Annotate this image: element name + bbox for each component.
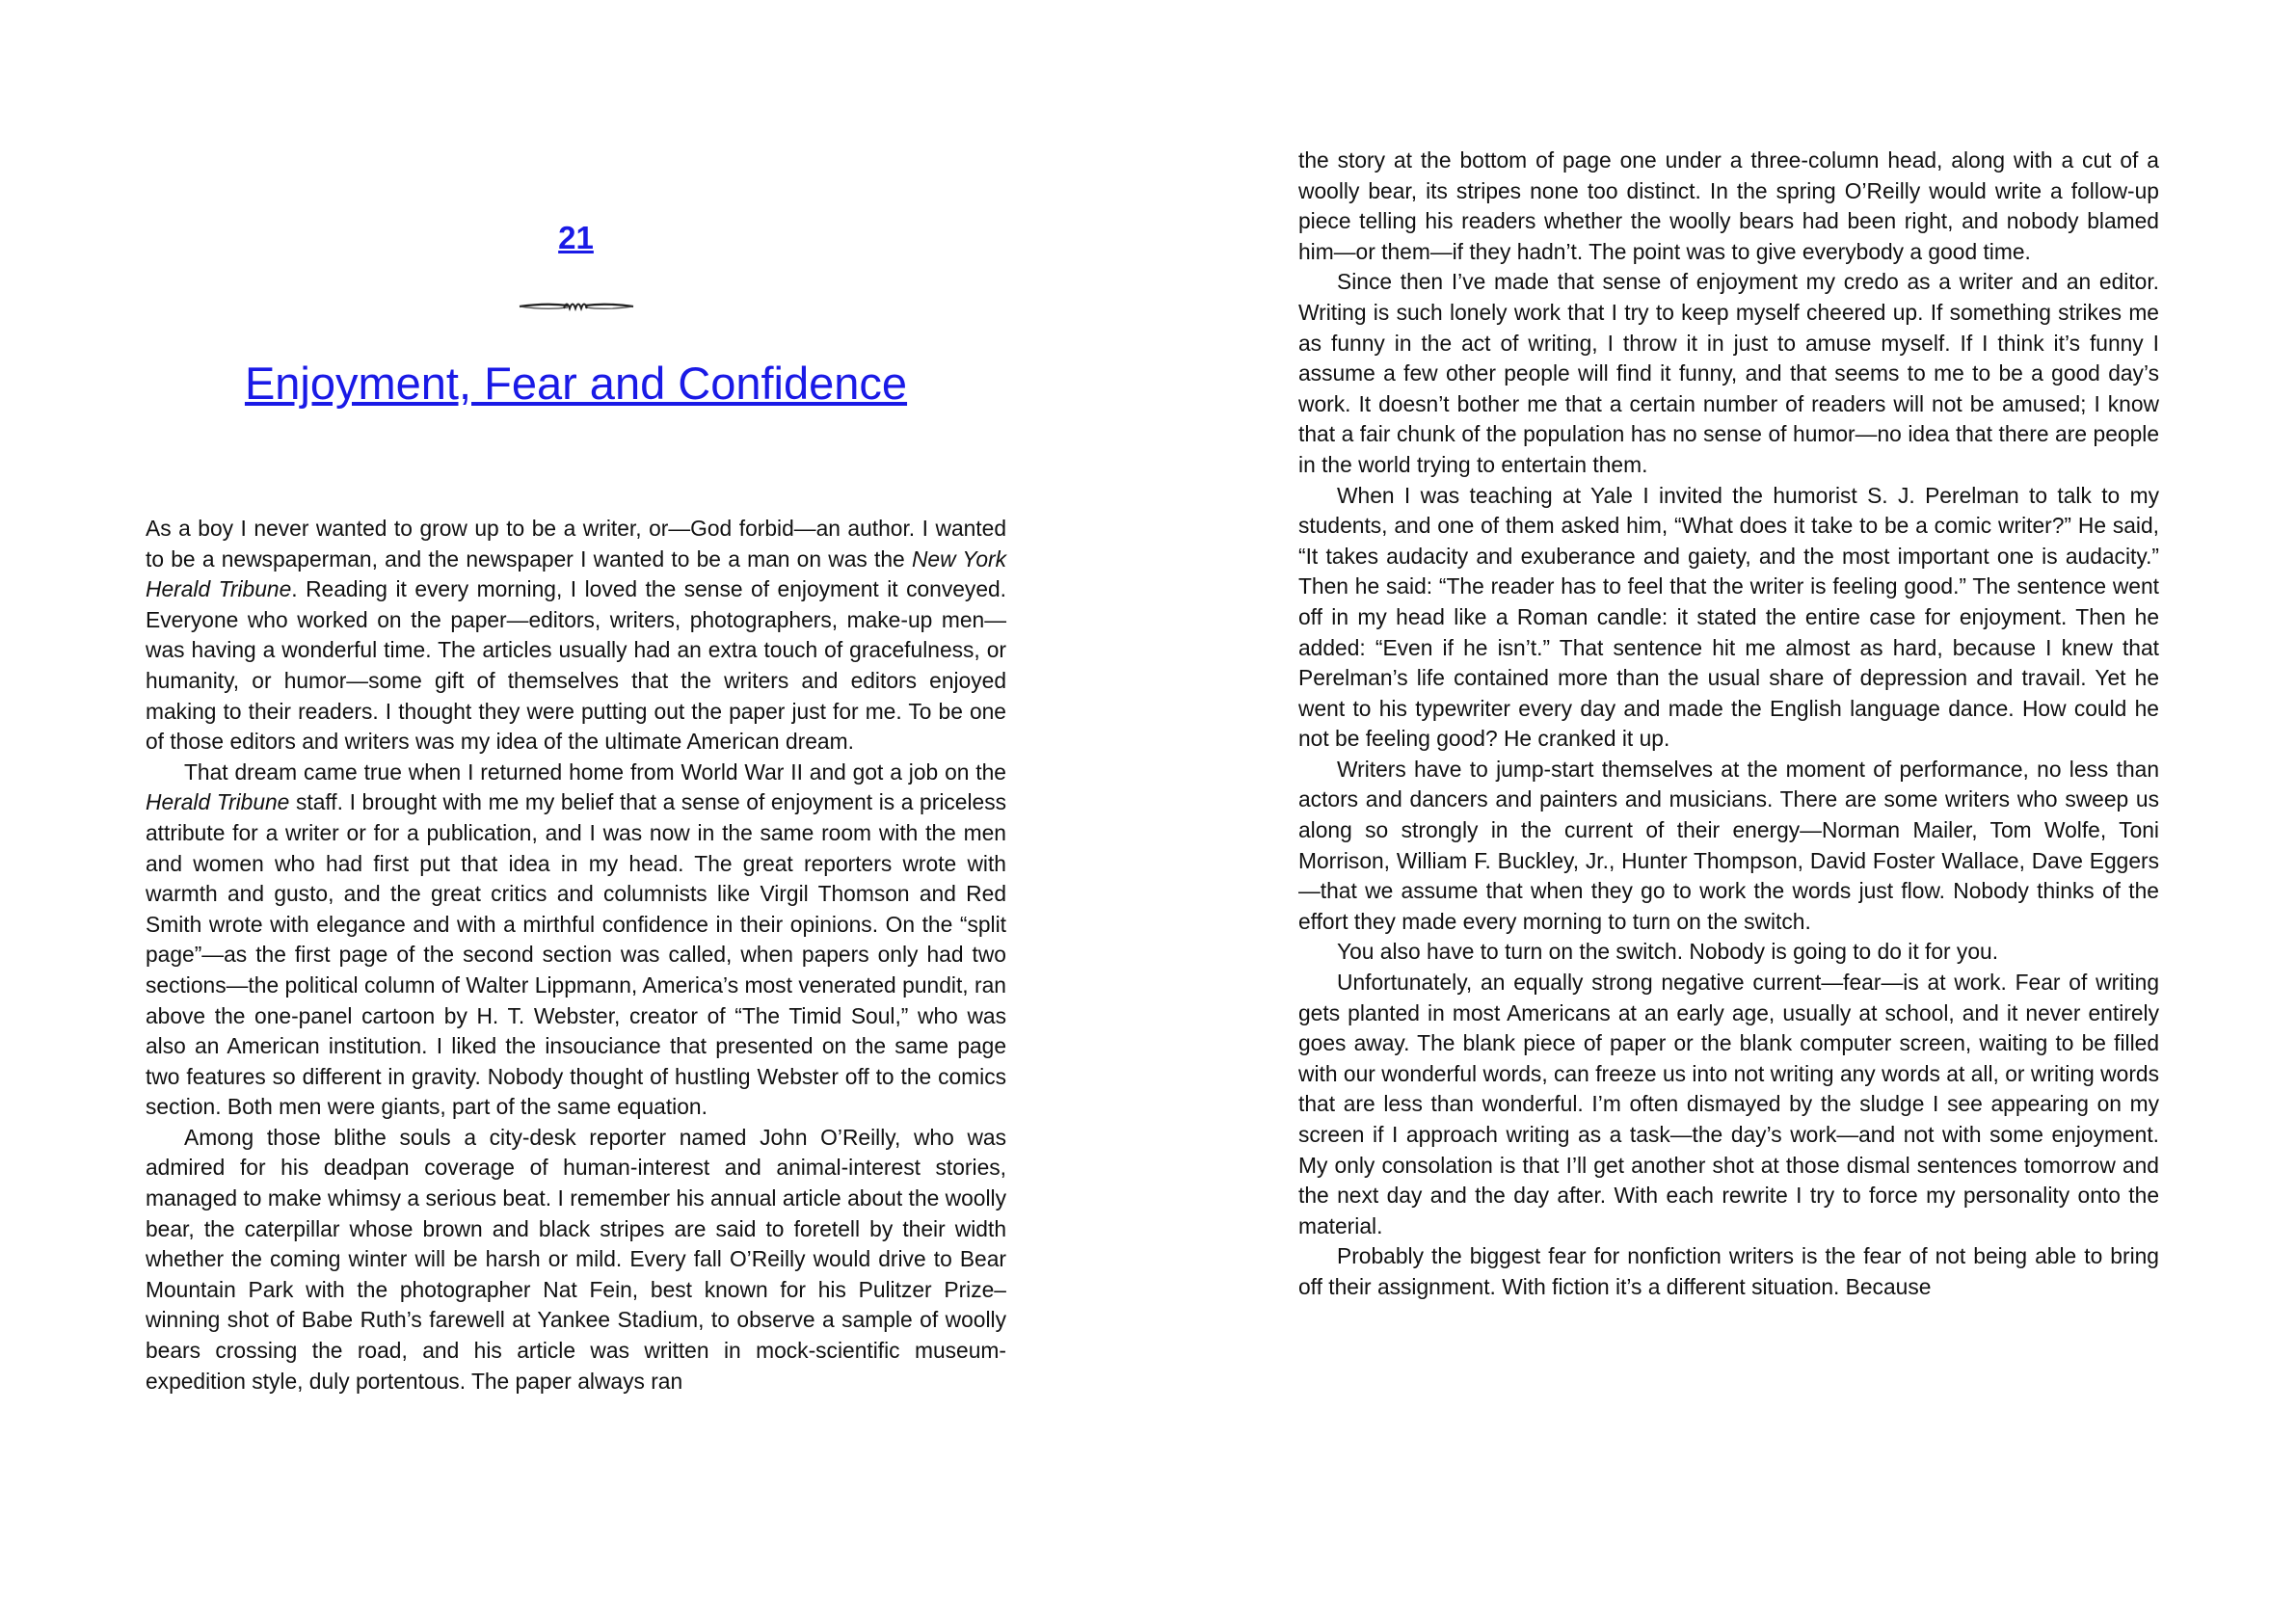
- paragraph: Among those blithe souls a city-desk reporter named John O’Reilly, who was admired for his deadpan coverage of human-interest and animal-interest stories, managed to make whimsy a serious beat. I remember his annual article about the woolly bear, the caterpillar whose brown and black stripes are said to foretell by their width whether the coming winter will be harsh or mild. Every fall O’Reilly would drive to Bear Mountain Park with the photographer Nat Fein, best known for his Pulitzer Prize–winning shot of Babe Ruth’s farewell at Yankee Stadium, to observe a sample of woolly bears crossing the road, and his article was written in mock-scientific museum-expedition style, duly portentous. The paper always ran: [146, 1124, 1006, 1394]
- right-page: [1298, 146, 2159, 1303]
- paragraph: Probably the biggest fear for nonfiction writers is the fear of not being able to bring off their assignment. With fiction it’s a different situation. Because: [1298, 1243, 2159, 1299]
- paragraph: As a boy I never wanted to grow up to be a writer, or—God forbid—an author. I wanted to be a newspaperman, and the newspaper I wanted to be a man on was the New York Herald Tribune. Reading it every morning, I loved the sense of enjoyment it conveyed. Everyone who worked on the paper—editors, writers, photographers, make-up men—was having a wonderful time. The articles usually had an extra touch of gracefulness, or humanity, or humor—some gift of themselves that the writers and editors enjoyed making to their readers. I thought they were putting out the paper just for me. To be one of those editors and writers was my idea of the ultimate American dream.: [146, 516, 1007, 755]
- chapter-title-link[interactable]: Enjoyment, Fear and Confidence: [244, 358, 908, 409]
- paragraph: Writers have to jump-start themselves at the moment of performance, no less than actors and dancers and painters and musicians. There are some writers who sweep us along so strongly in the current of their energy—Norman Mailer, Tom Wolfe, Toni Morrison, William F. Buckley, Jr., Hunter Thompson, David Foster Wallace, Dave Eggers—that we assume that when they go to work the words just flow. Nobody thinks of the effort they made every morning to turn on the switch.: [1298, 756, 2159, 934]
- left-body-text: [146, 514, 1006, 1397]
- paragraph: the story at the bottom of page one under a three-column head, along with a cut of a woolly bear, its stripes none too distinct. In the spring O’Reilly would write a follow-up piece telling his readers whether the woolly bears had been right, and nobody blamed him—or them—if they hadn’t. The point was to give everybody a good time.: [1298, 147, 2159, 264]
- paragraph: Unfortunately, an equally strong negative current—fear—is at work. Fear of writing gets planted in most Americans at an early age, usually at school, and it never entirely goes away. The blank piece of paper or the blank computer screen, waiting to be filled with our wonderful words, can freeze us into not writing any words at all, or writing words that are less than wonderful. I’m often dismayed by the sludge I see appearing on my screen if I approach writing as a task—the day’s work—and not with some enjoyment. My only consolation is that I’ll get another shot at those dismal sentences tomorrow and the next day and the day after. With each rewrite I try to force my personality onto the material.: [1298, 970, 2159, 1238]
- paragraph: Since then I’ve made that sense of enjoyment my credo as a writer and an editor. Writing is such lonely work that I try to keep myself cheered up. If something strikes me as funny in the act of writing, I throw it in just to amuse myself. If I think it’s funny I assume a few other people will find it funny, and that seems to me to be a good day’s work. It doesn’t bother me that a certain number of readers will not be amused; I know that a fair chunk of the population has no sense of humor—no idea that there are people in the world trying to entertain them.: [1298, 269, 2159, 477]
- paragraph: That dream came true when I returned home from World War II and got a job on the Herald Tribune staff. I brought with me my belief that a sense of enjoyment is a priceless attribute for a writer or for a publication, and I was now in the same room with the men and women who had first put that idea in my head. The great reporters wrote with warmth and gusto, and the great critics and columnists like Virgil Thomson and Red Smith wrote with elegance and with a mirthful confidence in their opinions. On the “split page”—as the first page of the second section was called, when papers only had two sections—the political column of Walter Lippmann, America’s most venerated pundit, ran above the one-panel cartoon by H. T. Webster, creator of “The Timid Soul,” who was also an American institution. I liked the insouciance that presented on the same page two features so different in gravity. Nobody thought of hustling Webster off to the comics section. Both men were giants, part of the same equation.: [146, 758, 1007, 1120]
- paragraph: You also have to turn on the switch. Nobody is going to do it for you.: [1337, 939, 1999, 965]
- chapter-number-link[interactable]: 21: [558, 220, 594, 255]
- paragraph: When I was teaching at Yale I invited the humorist S. J. Perelman to talk to my students, and one of them asked him, “What does it take to be a comic writer?” He said, “It takes audacity and exuberance and gaiety, and the most important one is audacity.” Then he said: “The reader has to feel that the writer is feeling good.” The sentence went off in my head like a Roman candle: it stated the entire case for enjoyment. Then he added: “Even if he isn’t.” That sentence hit me almost as hard, because I knew that Perelman’s life contained more than the usual share of depression and travail. Yet he went to his typewriter every day and made the English language dance. How could he not be feeling good? He cranked it up.: [1298, 482, 2159, 752]
- flourish-ornament-icon: [518, 297, 635, 316]
